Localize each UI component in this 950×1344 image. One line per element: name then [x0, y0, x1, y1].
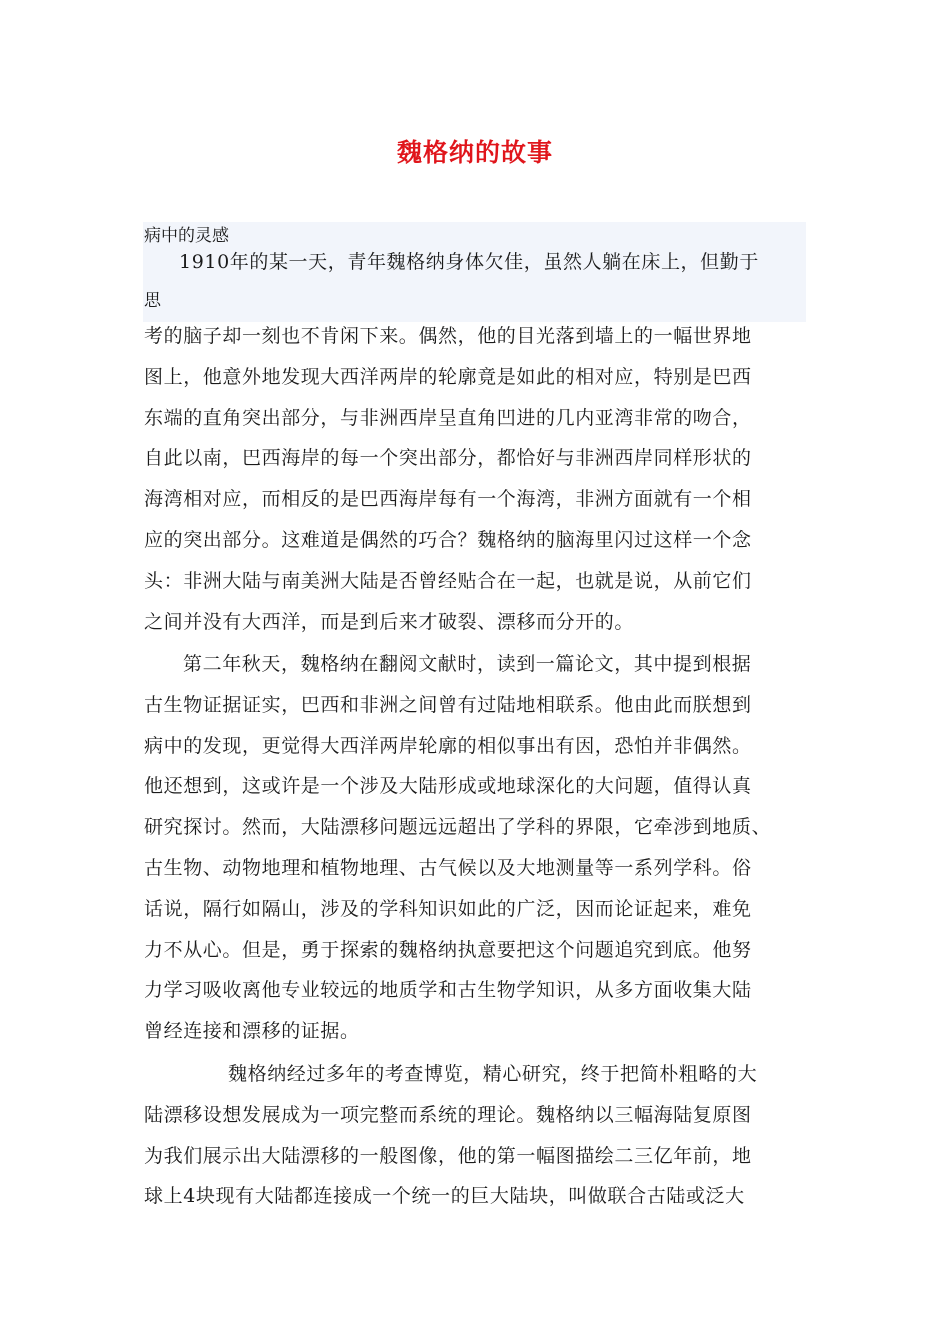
text-line: 第二年秋天，魏格纳在翻阅文献时，读到一篇论文，其中提到根据 — [183, 653, 752, 675]
document-title: 魏格纳的故事 — [396, 138, 553, 167]
section-heading: 病中的灵感 — [144, 226, 229, 246]
text-line: 力不从心。但是，勇于探索的魏格纳执意要把这个问题追究到底。他努 — [144, 938, 752, 961]
text-line: 陆漂移设想发展成为一项完整而系统的理论。魏格纳以三幅海陆复原图 — [144, 1103, 752, 1126]
text-line: 思 — [144, 291, 161, 311]
text-line: 古生物、动物地理和植物地理、古气候以及大地测量等一系列学科。俗 — [144, 857, 752, 879]
text-line: 图上，他意外地发现大西洋两岸的轮廓竟是如此的相对应，特别是巴西 — [144, 365, 752, 388]
text-line: 球上4块现有大陆都连接成一个统一的巨大陆块，叫做联合古陆或泛大 — [144, 1185, 745, 1208]
text-line: 东端的直角突出部分，与非洲西岸呈直角凹进的几内亚湾非常的吻合， — [144, 406, 752, 429]
text-line: 考的脑子却一刻也不肯闲下来。偶然，他的目光落到墙上的一幅世界地 — [144, 325, 752, 347]
text-line: 研究探讨。然而，大陆漂移问题远远超出了学科的界限，它牵涉到地质、 — [144, 816, 772, 839]
text-line: 曾经连接和漂移的证据。 — [144, 1020, 360, 1043]
text-line: 话说，隔行如隔山，涉及的学科知识如此的广泛，因而论证起来，难免 — [144, 897, 752, 920]
text-line: 头：非洲大陆与南美洲大陆是否曾经贴合在一起，也就是说，从前它们 — [144, 569, 752, 592]
text-line: 1910年的某一天，青年魏格纳身体欠佳，虽然人躺在床上，但勤于 — [179, 251, 759, 273]
text-line: 力学习吸收离他专业较远的地质学和古生物学知识，从多方面收集大陆 — [144, 979, 752, 1002]
text-line: 之间并没有大西洋，而是到后来才破裂、漂移而分开的。 — [144, 610, 635, 633]
text-line: 魏格纳经过多年的考查博览，精心研究，终于把简朴粗略的大 — [228, 1063, 758, 1085]
text-line: 为我们展示出大陆漂移的一般图像，他的第一幅图描绘二三亿年前，地 — [144, 1144, 752, 1167]
text-line: 应的突出部分。这难道是偶然的巧合？魏格纳的脑海里闪过这样一个念 — [144, 529, 752, 551]
text-line: 他还想到，这或许是一个涉及大陆形成或地球深化的大问题，值得认真 — [144, 775, 752, 798]
text-line: 古生物证据证实，巴西和非洲之间曾有过陆地相联系。他由此而朕想到 — [144, 693, 752, 716]
text-line: 自此以南，巴西海岸的每一个突出部分，都恰好与非洲西岸同样形状的 — [144, 447, 752, 470]
text-line: 病中的发现，更觉得大西洋两岸轮廓的相似事出有因，恐怕并非偶然。 — [144, 734, 752, 757]
text-line: 海湾相对应，而相反的是巴西海岸每有一个海湾，非洲方面就有一个相 — [144, 488, 752, 511]
